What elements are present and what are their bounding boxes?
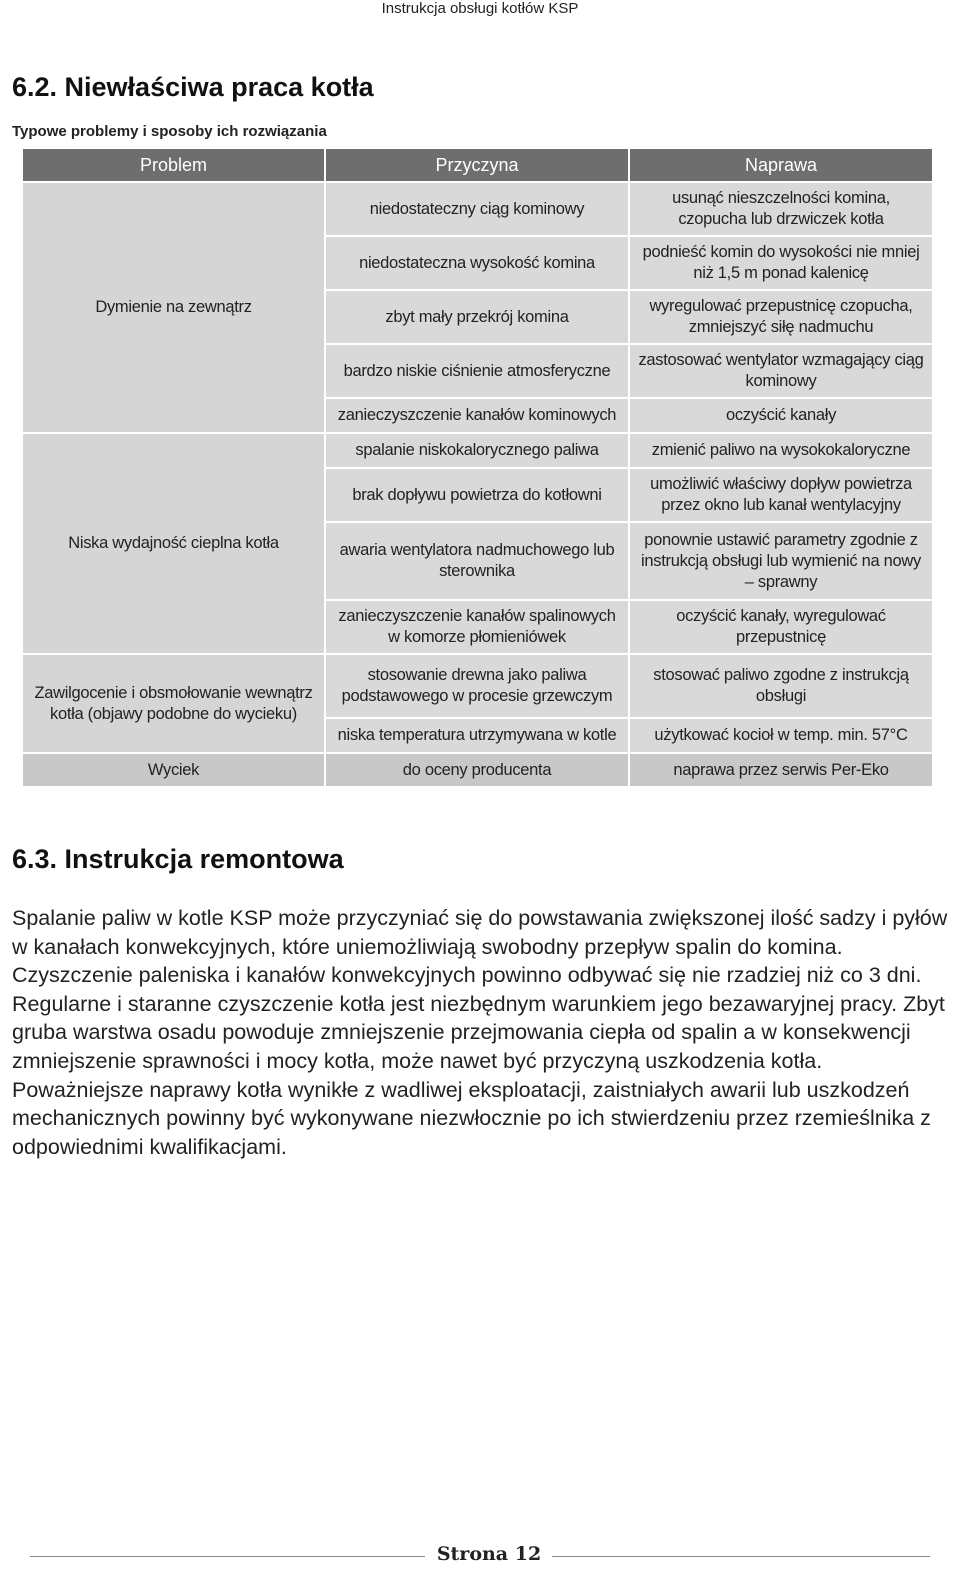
cause-cell: stosowanie drewna jako paliwa podstawowego w procesie grzewczym (325, 654, 629, 718)
fix-cell: naprawa przez serwis Per-Eko (629, 753, 933, 787)
problem-cell: Dymienie na zewnątrz (22, 182, 325, 433)
cause-cell: do oceny producenta (325, 753, 629, 787)
troubleshooting-table (21, 147, 934, 788)
fix-cell: zmienić paliwo na wysokokaloryczne (629, 433, 933, 468)
footer-rule-left (30, 1556, 425, 1557)
problem-cell: Niska wydajność cieplna kotła (22, 433, 325, 654)
page-footer (0, 1543, 960, 1569)
cause-cell: zanieczyszczenie kanałów spalinowych w komorze płomieniówek (325, 600, 629, 654)
table-row (22, 654, 933, 718)
cause-cell: brak dopływu powietrza do kotłowni (325, 468, 629, 522)
problem-cell: Wyciek (22, 753, 325, 787)
cause-cell: zanieczyszczenie kanałów kominowych (325, 398, 629, 433)
fix-cell: wyregulować przepustnicę czopucha, zmniejszyć siłę nadmuchu (629, 290, 933, 344)
page-header: Instrukcja obsługi kotłów KSP (381, 0, 579, 17)
fix-cell: stosować paliwo zgodne z instrukcją obsługi (629, 654, 933, 718)
section-heading-6-2: 6.2. Niewłaściwa praca kotła (12, 72, 374, 102)
fix-cell: zastosować wentylator wzmagający ciąg kominowy (629, 344, 933, 398)
column-header-problem: Problem (22, 148, 325, 182)
repair-instructions-paragraph: Spalanie paliw w kotle KSP może przyczyniać się do powstawania zwiększonej ilość sadzy i pyłów w kanałach konwekcyjnych, które uniemożliwiają swobodny przepływ spalin do komina. Czyszczenie paleniska i kanałów konwekcyjnych powinno odbywać się nie rzadziej niż co 3 dni. Regularne i staranne czyszczenie kotła jest niezbędnym warunkiem jego bezawaryjnej pracy. Zbyt gruba warstwa osadu powoduje zmniejszenie przejmowania ciepła od spalin a w konsekwencji zmniejszenie sprawności i mocy kotła, może nawet być przyczyną uszkodzenia kotła. Poważniejsze naprawy kotła wynikłe z wadliwej eksploatacji, zaistniałych awarii lub uszkodzeń mechanicznych powinny być wykonywane niezwłocznie po ich stwierdzeniu przez rzemieślnika z odpowiednimi kwalifikacjami. (12, 906, 948, 1159)
fix-cell: oczyścić kanały, wyregulować przepustnicę (629, 600, 933, 654)
cause-cell: niedostateczny ciąg kominowy (325, 182, 629, 236)
cause-cell: bardzo niskie ciśnienie atmosferyczne (325, 344, 629, 398)
table-header-row (22, 148, 933, 182)
column-header-fix: Naprawa (629, 148, 933, 182)
fix-cell: użytkować kocioł w temp. min. 57°C (629, 718, 933, 753)
table-row (22, 753, 933, 787)
cause-cell: spalanie niskokalorycznego paliwa (325, 433, 629, 468)
fix-cell: umożliwić właściwy dopływ powietrza przez okno lub kanał wentylacyjny (629, 468, 933, 522)
footer-rule-right (552, 1556, 930, 1557)
cause-cell: niedostateczna wysokość komina (325, 236, 629, 290)
table-row (22, 182, 933, 236)
table-caption: Typowe problemy i sposoby ich rozwiązania (12, 123, 327, 140)
table-row (22, 433, 933, 468)
column-header-cause: Przyczyna (325, 148, 629, 182)
page-number: Strona 12 (436, 1543, 542, 1565)
section-heading-6-3: 6.3. Instrukcja remontowa (12, 844, 344, 874)
fix-cell: podnieść komin do wysokości nie mniej niż 1,5 m ponad kalenicę (629, 236, 933, 290)
cause-cell: awaria wentylatora nadmuchowego lub sterownika (325, 522, 629, 600)
fix-cell: oczyścić kanały (629, 398, 933, 433)
fix-cell: usunąć nieszczelności komina, czopucha lub drzwiczek kotła (629, 182, 933, 236)
cause-cell: zbyt mały przekrój komina (325, 290, 629, 344)
fix-cell: ponownie ustawić parametry zgodnie z instrukcją obsługi lub wymienić na nowy – sprawny (629, 522, 933, 600)
cause-cell: niska temperatura utrzymywana w kotle (325, 718, 629, 753)
problem-cell: Zawilgocenie i obsmołowanie wewnątrz kotła (objawy podobne do wycieku) (22, 654, 325, 753)
